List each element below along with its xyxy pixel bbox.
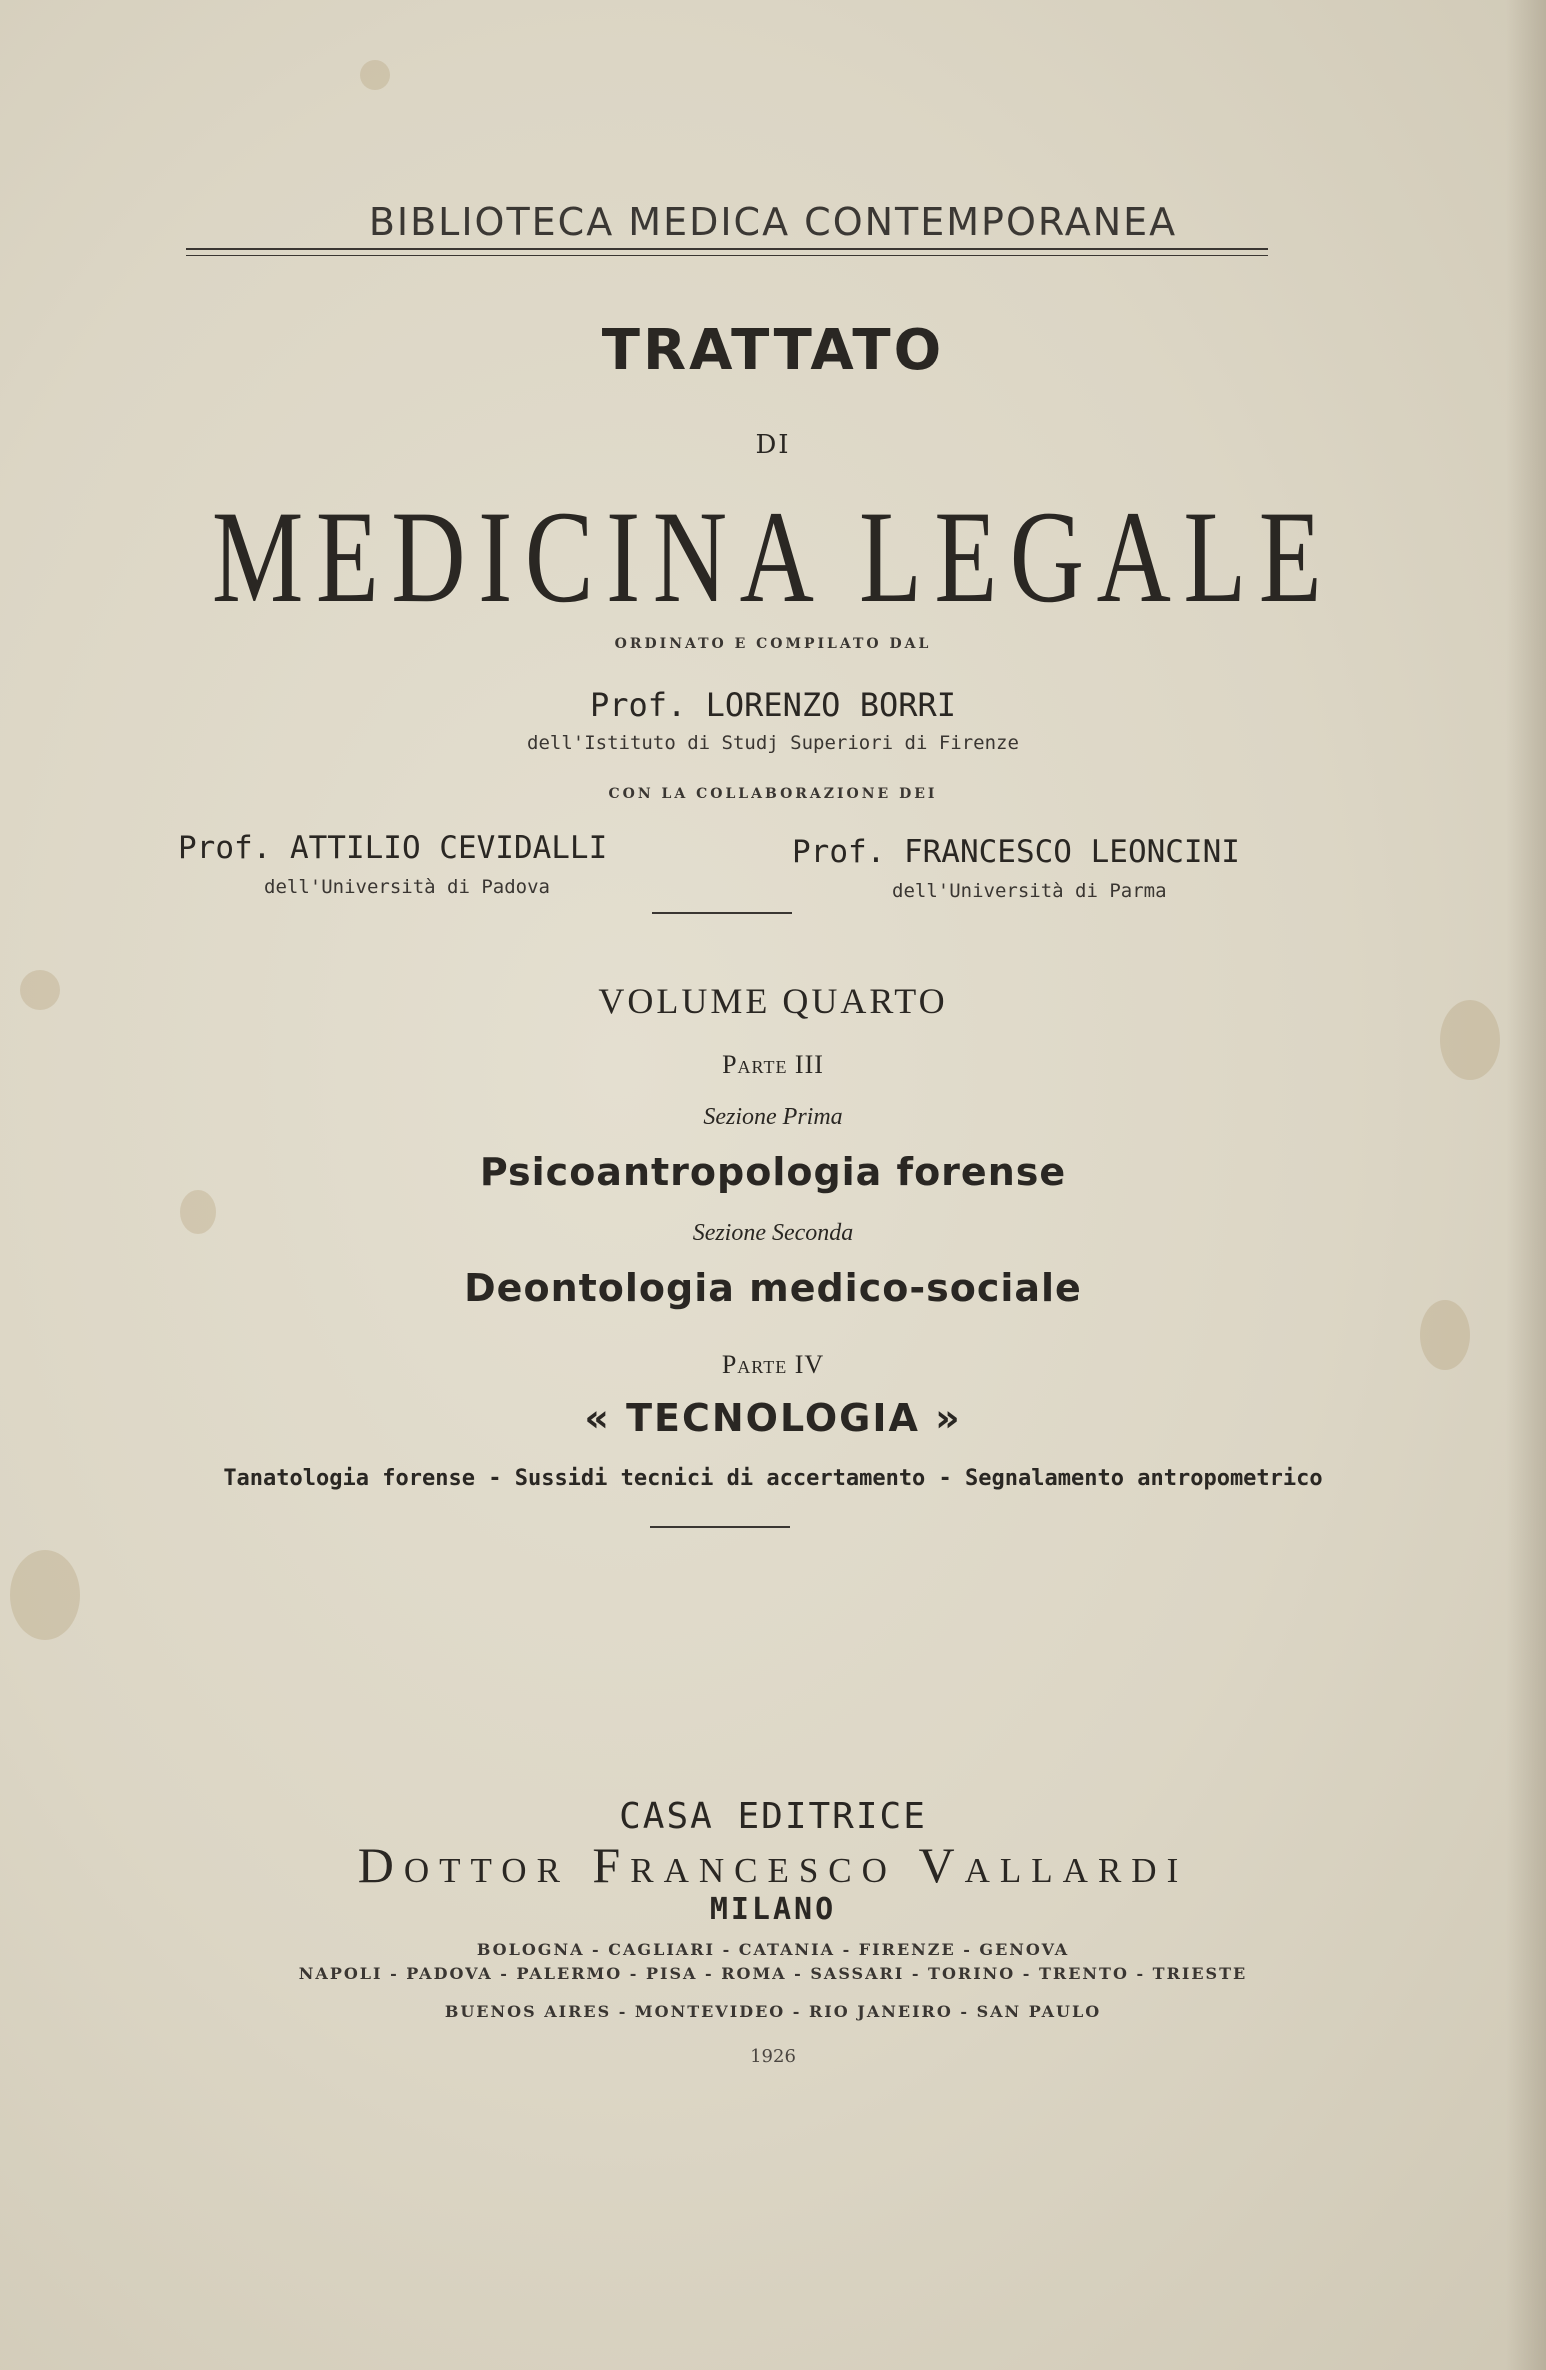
foxing-stain	[10, 1550, 80, 1640]
section-2-label: Sezione Seconda	[692, 1220, 854, 1246]
collaborator-affiliation-2: dell'Università di Parma	[892, 880, 1167, 902]
title-main: MEDICINA LEGALE	[211, 483, 1335, 630]
volume-label: VOLUME QUARTO	[598, 981, 948, 1021]
publisher-casa: CASA EDITRICE	[619, 1796, 927, 1837]
publisher-name: Dottor Francesco Vallardi	[357, 1837, 1189, 1893]
series-rule-thin	[186, 255, 1268, 256]
collaborator-name-1: Prof. ATTILIO CEVIDALLI	[178, 830, 608, 866]
publisher-city: MILANO	[709, 1892, 837, 1927]
part-3-label: Parte III	[722, 1050, 824, 1079]
title-trattato: TRATTATO	[601, 318, 945, 383]
section-1-label: Sezione Prima	[703, 1104, 843, 1130]
section-1-title: Psicoantropologia forense	[479, 1150, 1067, 1194]
series-title: BIBLIOTECA MEDICA CONTEMPORANEA	[368, 200, 1178, 244]
collaborator-affiliation-1: dell'Università di Padova	[264, 876, 550, 898]
collaboration-label: CON LA COLLABORAZIONE DEI	[608, 786, 938, 802]
foxing-stain	[360, 60, 390, 90]
series-rule	[186, 248, 1268, 250]
publisher-cities-2: NAPOLI - PADOVA - PALERMO - PISA - ROMA - SASSARI - TORINO - TRENTO - TRIESTE	[298, 1964, 1248, 1983]
section-2-title: Deontologia medico-sociale	[464, 1266, 1082, 1310]
author-name: Prof. LORENZO BORRI	[589, 686, 957, 724]
publication-year: 1926	[750, 2046, 796, 2067]
compiled-by-label: ORDINATO E COMPILATO DAL	[614, 636, 932, 652]
author-affiliation: dell'Istituto di Studj Superiori di Firenze	[527, 732, 1019, 754]
publisher-cities-1: BOLOGNA - CAGLIARI - CATANIA - FIRENZE - GENOVA	[476, 1940, 1070, 1959]
part-4-subtitle: Tanatologia forense - Sussidi tecnici di accertamento - Segnalamento antropometrico	[223, 1466, 1323, 1491]
title-di: DI	[755, 430, 791, 460]
publisher-cities-3: BUENOS AIRES - MONTEVIDEO - RIO JANEIRO - SAN PAULO	[444, 2002, 1102, 2021]
collaborator-name-2: Prof. FRANCESCO LEONCINI	[792, 834, 1240, 870]
part-4-label: Parte IV	[721, 1350, 825, 1379]
divider-rule-2	[650, 1526, 790, 1528]
part-4-title: « TECNOLOGIA »	[584, 1396, 962, 1440]
divider-rule	[652, 912, 792, 914]
